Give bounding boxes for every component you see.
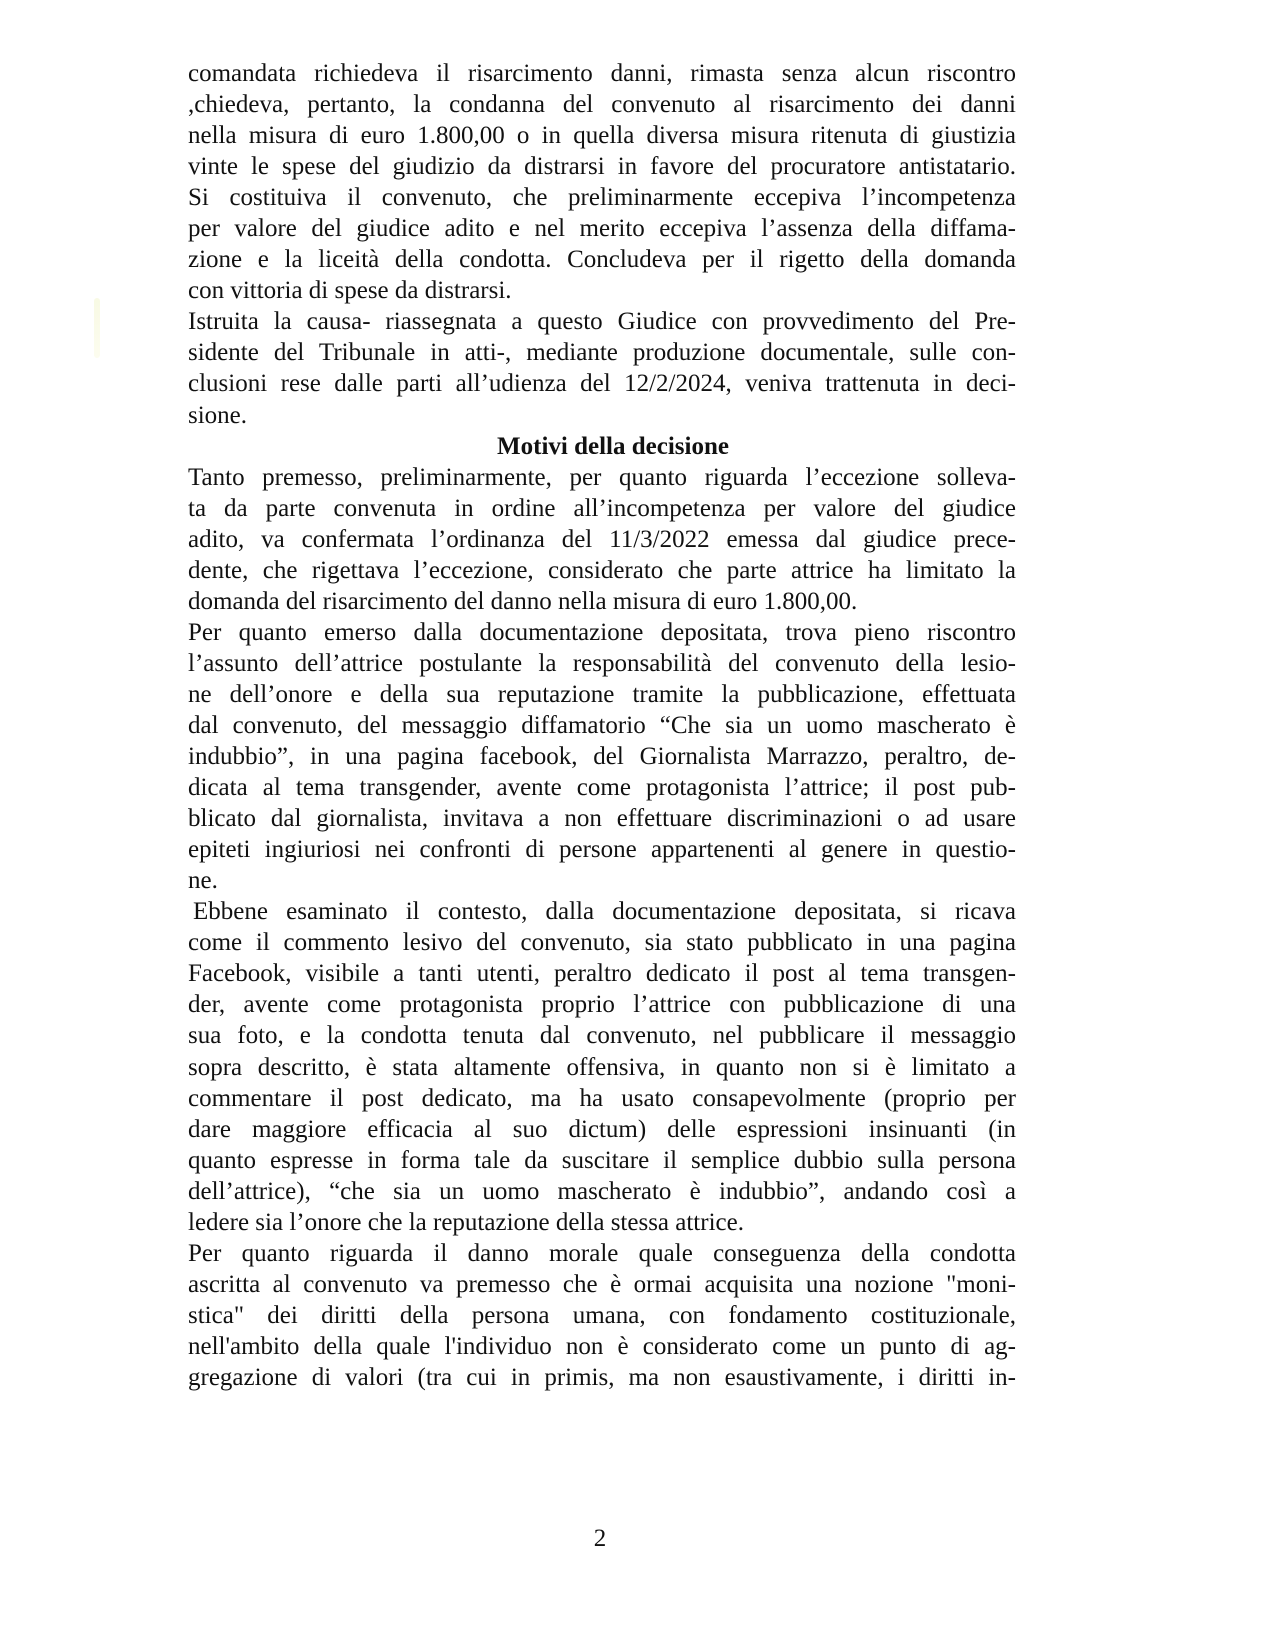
text-line: zione e la liceità della condotta. Concludeva per il rigetto della domanda [188,246,1016,274]
text-line: vinte le spese del giudizio da distrarsi in favore del procuratore antistatario. [188,153,1016,181]
text-line: sopra descritto, è stata altamente offensiva, in quanto non si è limitato a [188,1053,1016,1081]
text-line: dare maggiore efficacia al suo dictum) delle espressioni insinuanti (in [188,1115,1016,1143]
text-line: dell’attrice), “che sia un uomo mascherato è indubbio”, andando così a [188,1177,1016,1205]
text-line: Tanto premesso, preliminarmente, per quanto riguarda l’eccezione solleva- [188,463,1016,491]
text-line: nell'ambito della quale l'individuo non è considerato come un punto di ag- [188,1332,1016,1360]
text-line: dicata al tema transgender, avente come protagonista l’attrice; il post pub- [188,774,1016,802]
section-heading: Motivi della decisione [497,432,729,460]
text-line: sidente del Tribunale in atti-, mediante produzione documentale, sulle con- [188,339,1016,367]
text-line: blicato dal giornalista, invitava a non effettuare discriminazioni o ad usare [188,805,1016,833]
text-line: dente, che rigettava l’eccezione, considerato che parte attrice ha limitato la [188,556,1016,584]
text-line: Istruita la causa- riassegnata a questo Giudice con provvedimento del Pre- [188,308,1016,336]
text-line: adito, va confermata l’ordinanza del 11/3/2022 emessa dal giudice prece- [188,525,1016,553]
body-text [188,58,1016,1393]
text-line: clusioni rese dalle parti all’udienza del 12/2/2024, veniva trattenuta in deci- [188,370,1016,398]
text-line: gregazione di valori (tra cui in primis, ma non esaustivamente, i diritti in- [188,1363,1016,1391]
scan-artifact [94,298,100,358]
text-line: con vittoria di spese da distrarsi. [188,277,512,305]
text-line: stica" dei diritti della persona umana, con fondamento costituzionale, [188,1301,1016,1329]
text-line: ta da parte convenuta in ordine all’incompetenza per valore del giudice [188,494,1016,522]
text-line: epiteti ingiuriosi nei confronti di persone appartenenti al genere in questio- [188,836,1016,864]
text-line: ne dell’onore e della sua reputazione tramite la pubblicazione, effettuata [188,680,1016,708]
text-line: dal convenuto, del messaggio diffamatorio “Che sia un uomo mascherato è [188,711,1016,739]
text-line: quanto espresse in forma tale da suscitare il semplice dubbio sulla persona [188,1146,1016,1174]
text-line: sua foto, e la condotta tenuta dal convenuto, nel pubblicare il messaggio [188,1022,1016,1050]
text-line: Ebbene esaminato il contesto, dalla documentazione depositata, si ricava [193,898,1016,926]
text-line: ascritta al convenuto va premesso che è ormai acquisita una nozione "moni- [188,1270,1016,1298]
text-line: Facebook, visibile a tanti utenti, peraltro dedicato il post al tema transgen- [188,960,1016,988]
text-line: indubbio”, in una pagina facebook, del Giornalista Marrazzo, peraltro, de- [188,743,1016,771]
text-line: Si costituiva il convenuto, che preliminarmente eccepiva l’incompetenza [188,184,1016,212]
text-line: Per quanto emerso dalla documentazione depositata, trova pieno riscontro [188,618,1016,646]
text-line: ledere sia l’onore che la reputazione della stessa attrice. [188,1208,744,1236]
text-line: comandata richiedeva il risarcimento danni, rimasta senza alcun riscontro [188,60,1016,87]
text-line: l’assunto dell’attrice postulante la responsabilità del convenuto della lesio- [188,649,1016,677]
text-line: ne. [188,867,218,895]
text-line: come il commento lesivo del convenuto, sia stato pubblicato in una pagina [188,929,1016,957]
text-line: nella misura di euro 1.800,00 o in quella diversa misura ritenuta di giustizia [188,122,1016,150]
text-line: commentare il post dedicato, ma ha usato consapevolmente (proprio per [188,1084,1016,1112]
page-number: 2 [593,1525,607,1552]
text-line: sione. [188,401,248,429]
text-line: ,chiedeva, pertanto, la condanna del convenuto al risarcimento dei danni [188,91,1016,119]
text-line: Per quanto riguarda il danno morale quale conseguenza della condotta [188,1239,1016,1267]
text-line: per valore del giudice adito e nel merito eccepiva l’assenza della diffama- [188,215,1016,243]
text-line: domanda del risarcimento del danno nella misura di euro 1.800,00. [188,587,858,615]
text-line: der, avente come protagonista proprio l’attrice con pubblicazione di una [188,991,1016,1019]
